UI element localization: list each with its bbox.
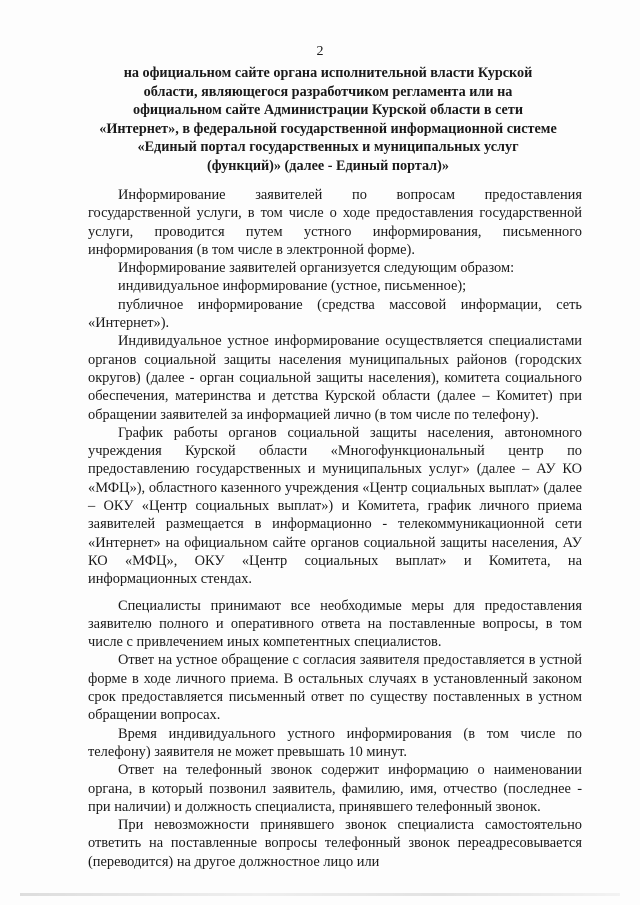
page-number: 2	[316, 44, 324, 59]
paragraph: Ответ на телефонный звонок содержит информацию о наименовании органа, в который позвонил заявитель, фамилию, имя, отчество (последнее - при наличии) и должность специалиста, принявшего телефонный звонок.	[88, 762, 582, 815]
paragraph: индивидуальное информирование (устное, письменное);	[118, 278, 467, 295]
paragraph: Специалисты принимают все необходимые меры для предоставления заявителю полного и оперативного ответа на поставленные вопросы, в том числе с привлечением иных компетентных специалистов.	[88, 597, 582, 651]
body-text	[88, 186, 582, 871]
paragraph: Информирование заявителей организуется следующим образом:	[118, 260, 515, 277]
paragraph: График работы органов социальной защиты населения, автономного учреждения Курской области «Многофункциональный центр по предоставлению государственных и муниципальных услуг» (далее – АУ КО «МФЦ»), областного казенного учреждения «Центр социальных выплат» (далее – ОКУ «Центр социальных выплат») и Комитета, график личного приема заявителей размещается в информационно - телекоммуникационной сети «Интернет» на официальном сайте органов социальной защиты населения, АУ КО «МФЦ», ОКУ «Центр социальных выплат» и Комитета, на информационных стендах.	[88, 424, 582, 588]
heading-line: области, являющегося разработчиком регламента или на	[143, 83, 513, 100]
heading-line: официальном сайте Администрации Курской области в сети	[133, 102, 523, 118]
paragraph: Ответ на устное обращение с согласия заявителя предоставляется в устной форме в ходе личного приема. В остальных случаях в установленный законом срок предоставляется письменный ответ по существу поставленных в устном обращении вопросах.	[88, 652, 582, 724]
heading-line: «Интернет», в федеральной государственной информационной системе	[99, 120, 557, 137]
heading-line: (функций)» (далее - Единый портал)»	[207, 157, 449, 174]
paragraph: Время индивидуального устного информирования (в том числе по телефону) заявителя не может превышать 10 минут.	[88, 725, 582, 760]
section-heading	[88, 64, 568, 175]
paragraph: Информирование заявителей по вопросам предоставления государственной услуги, в том числе о ходе предоставления государственной услуги, проводится путем устного информирования, письменного информирования (в том числе в электронной форме).	[88, 187, 582, 258]
paragraph: Индивидуальное устное информирование осуществляется специалистами органов социальной защиты населения муниципальных районов (городских округов) (далее - орган социальной защиты населения), комитета социального обеспечения, материнства и детства Курской области (далее – Комитет) при обращении заявителей за информацией лично (в том числе по телефону).	[88, 333, 582, 423]
paragraph: При невозможности принявшего звонок специалиста самостоятельно ответить на поставленные вопросы телефонный звонок переадресовывается (переводится) на другое должностное лицо или	[88, 817, 582, 870]
heading-line: на официальном сайте органа исполнительной власти Курской	[123, 65, 533, 81]
heading-line: «Единый портал государственных и муниципальных услуг	[137, 139, 519, 155]
scan-edge-artifact	[20, 893, 620, 896]
paragraph: публичное информирование (средства массовой информации, сеть «Интернет»).	[88, 296, 582, 332]
